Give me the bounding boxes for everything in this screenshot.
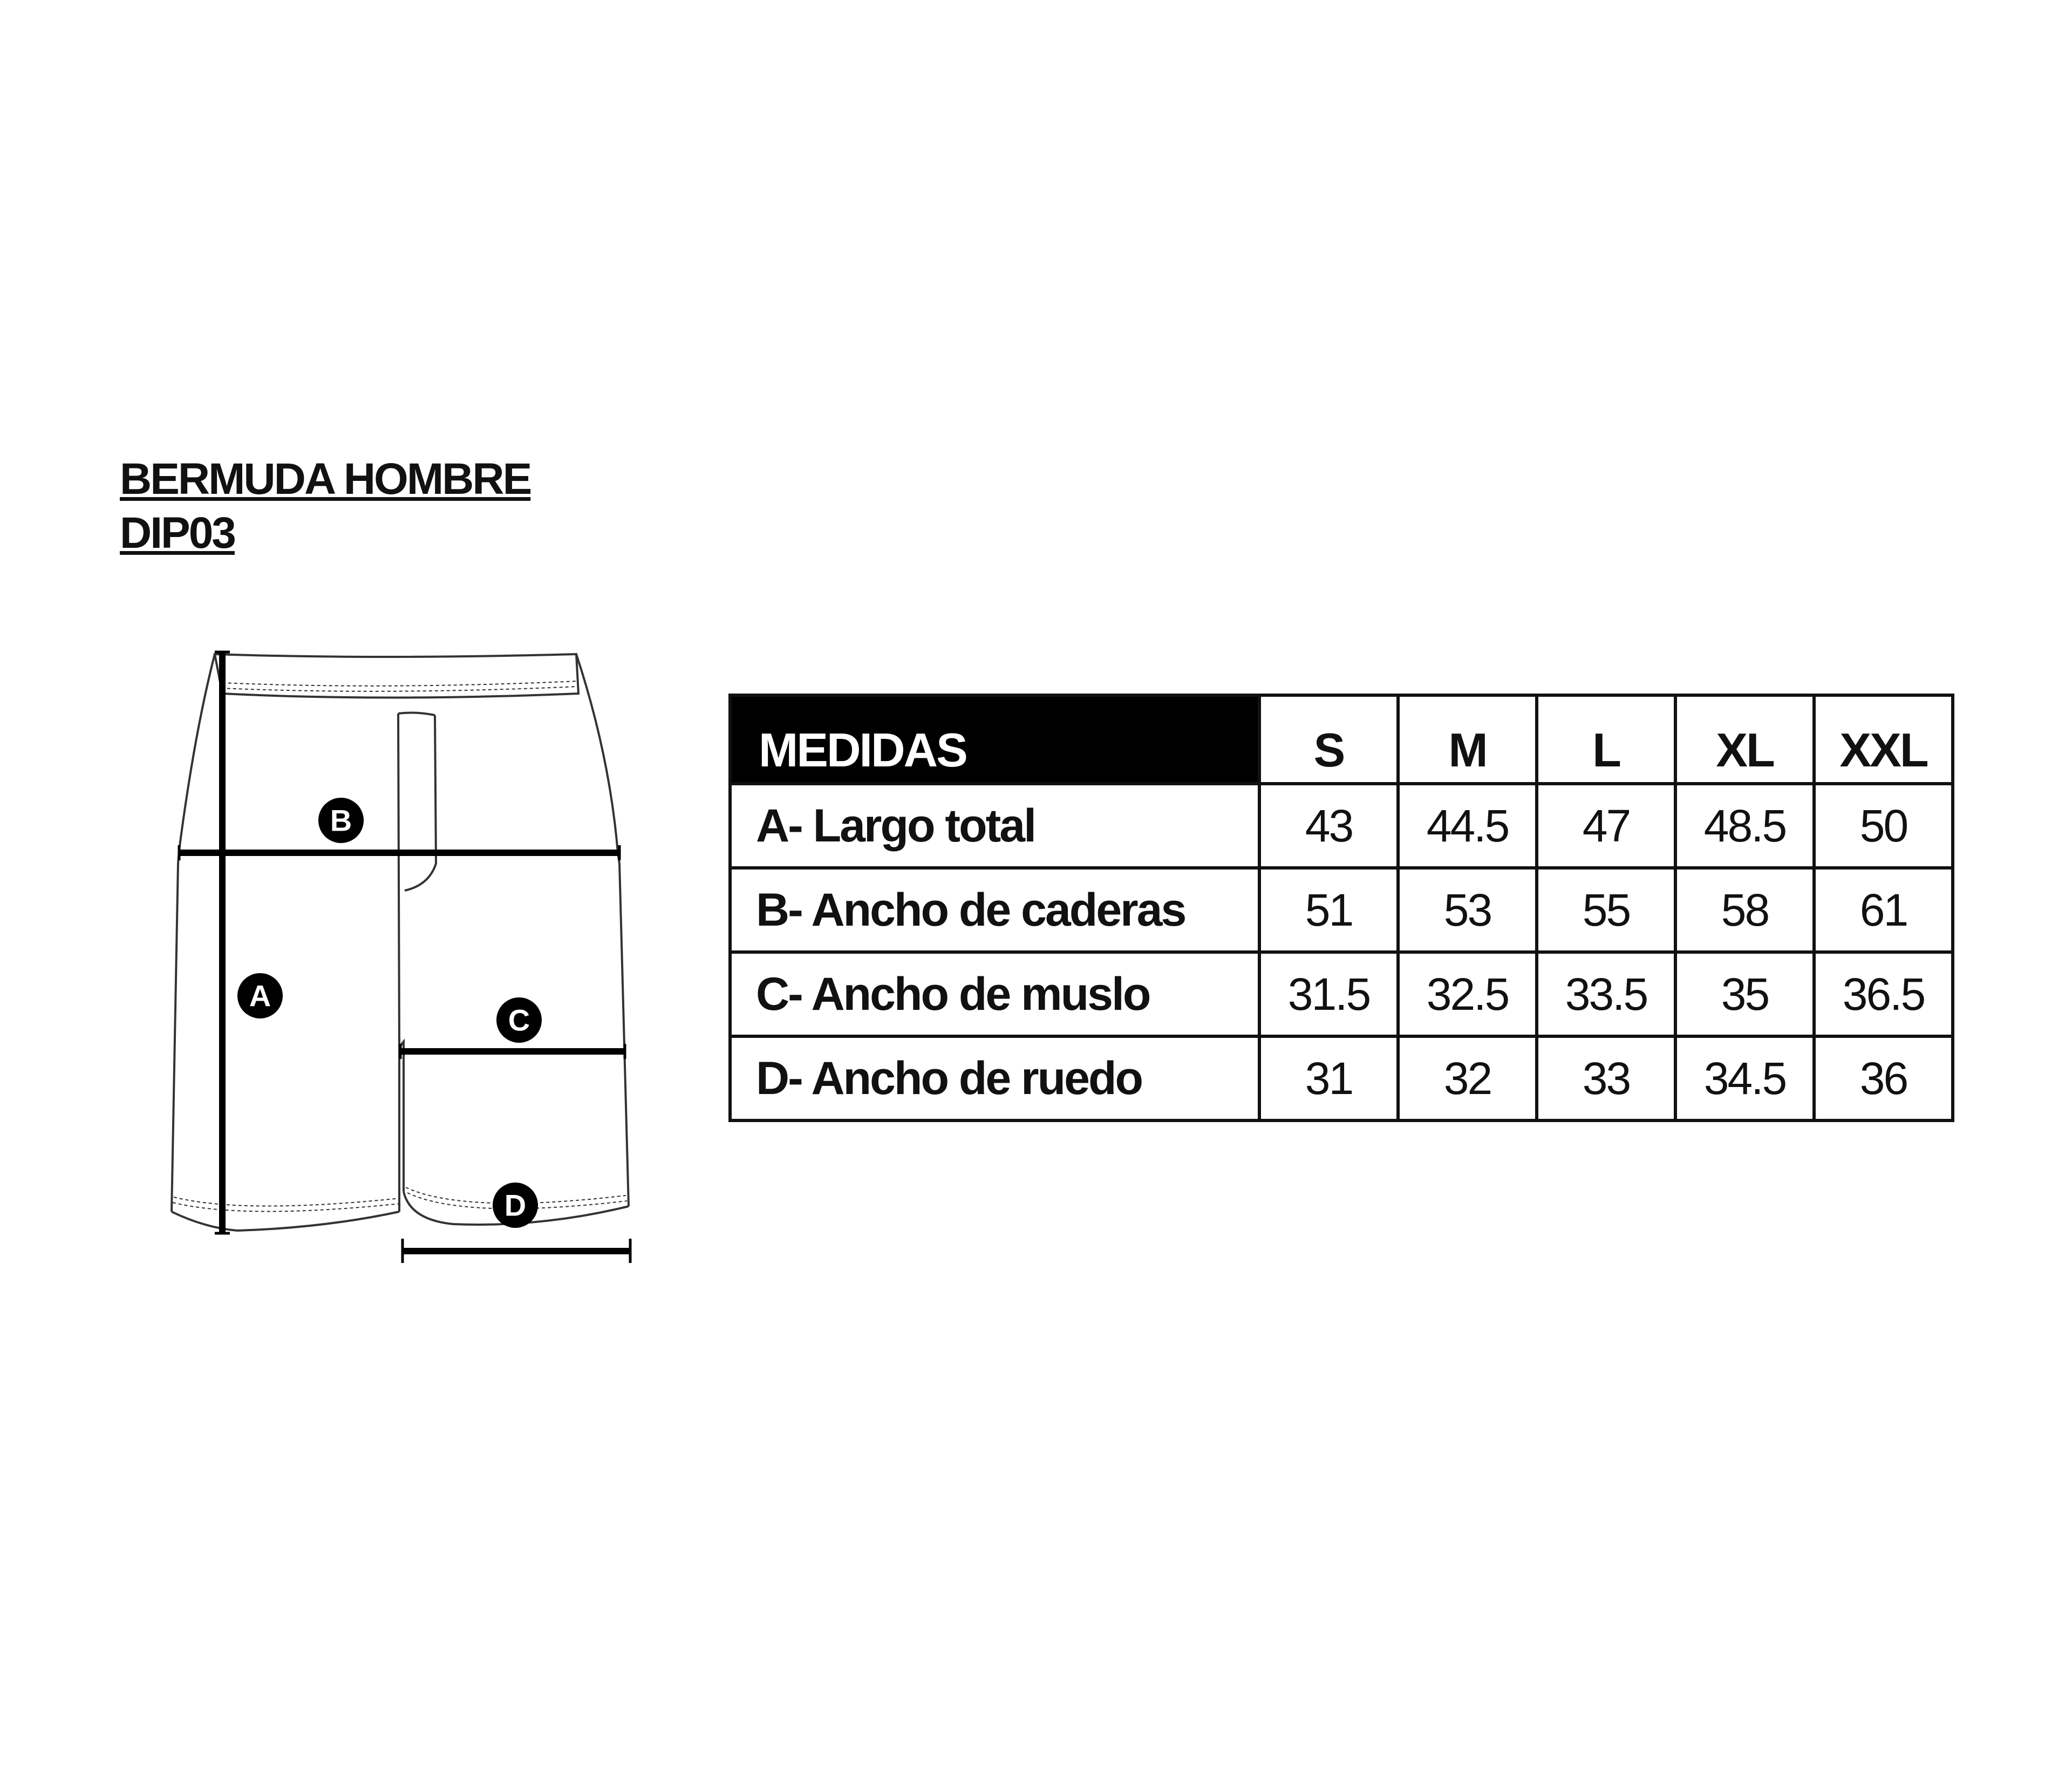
marker-c [496,997,542,1043]
table-cell: 31.5 [1259,952,1398,1036]
table-row [730,868,1953,952]
product-title [120,452,530,560]
row-label: B- Ancho de caderas [730,868,1259,952]
table-cell: 32.5 [1398,952,1537,1036]
marker-b [318,798,364,843]
row-label: D- Ancho de ruedo [730,1036,1259,1120]
measure-line-d [403,1239,630,1263]
table-cell: 31 [1259,1036,1398,1120]
table-cell: 51 [1259,868,1398,952]
table-cell: 33.5 [1537,952,1675,1036]
table-cell: 47 [1537,784,1675,868]
marker-a [237,973,283,1018]
table-cell: 43 [1259,784,1398,868]
size-header-s: S [1259,695,1398,784]
table-cell: 44.5 [1398,784,1537,868]
table-cell: 53 [1398,868,1537,952]
table-cell: 61 [1814,868,1953,952]
table-header-row [730,695,1953,784]
marker-b-label: B [330,803,352,838]
table-row [730,784,1953,868]
size-header-m: M [1398,695,1537,784]
marker-a-label: A [249,979,271,1013]
size-header-xl: XL [1675,695,1814,784]
shorts-outline [172,654,629,1231]
measure-line-a [215,652,230,1233]
marker-d [493,1183,538,1228]
medidas-header: MEDIDAS [730,695,1259,784]
product-name: BERMUDA HOMBRE [120,454,531,504]
table-cell: 58 [1675,868,1814,952]
table-cell: 36 [1814,1036,1953,1120]
product-code: DIP03 [120,508,235,558]
size-header-l: L [1537,695,1675,784]
table-cell: 55 [1537,868,1675,952]
table-cell: 35 [1675,952,1814,1036]
table-cell: 32 [1398,1036,1537,1120]
table-cell: 36.5 [1814,952,1953,1036]
row-label: C- Ancho de muslo [730,952,1259,1036]
shorts-diagram [162,642,648,1274]
measure-line-c [400,1044,625,1059]
table-cell: 50 [1814,784,1953,868]
table-cell: 34.5 [1675,1036,1814,1120]
size-header-xxl: XXL [1814,695,1953,784]
table-cell: 33 [1537,1036,1675,1120]
table-row [730,1036,1953,1120]
marker-d-label: D [504,1188,527,1222]
table-cell: 48.5 [1675,784,1814,868]
row-label: A- Largo total [730,784,1259,868]
size-chart-table [728,694,1954,1122]
marker-c-label: C [508,1003,530,1037]
table-row [730,952,1953,1036]
